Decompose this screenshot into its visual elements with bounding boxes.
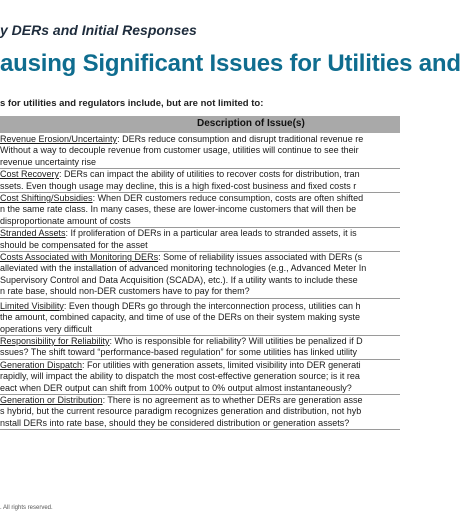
- issue-first-line: [0, 395, 400, 406]
- issue-row: [0, 360, 400, 395]
- issue-description-line: n the same rate class. In many cases, these are lower-income customers that will then be: [0, 204, 357, 215]
- issue-description-line: Without a way to decouple revenue from customer usage, utilities will continue to see their: [0, 145, 359, 156]
- issue-description-line: nstall DERs into rate base, should they be considered distribution or generation assets?: [0, 417, 350, 428]
- issue-label: Cost Shifting/Subsidies: [0, 193, 93, 204]
- column-header-description: Description of Issue(s): [197, 118, 305, 129]
- issue-label: Generation or Distribution: [0, 394, 103, 405]
- issue-first-line: [0, 193, 400, 204]
- issue-description: : Who is responsible for reliability? Will utilities be penalized if D: [109, 335, 363, 346]
- issue-row: [0, 395, 400, 430]
- issues-table: [0, 134, 400, 430]
- issue-description-line: s hybrid, but the current resource paradigm recognizes generation and distribution, not hyb: [0, 406, 362, 417]
- issue-row: [0, 169, 400, 193]
- issue-first-line: [0, 301, 400, 312]
- issue-description-line: revenue uncertainty rise: [0, 156, 97, 167]
- slide-title: ausing Significant Issues for Utilities and: [0, 50, 461, 77]
- issue-description-line: ssues? The shift toward “performance-based regulation” for some utilities has linked utility: [0, 347, 358, 358]
- issue-description-line: operations very difficult: [0, 323, 92, 334]
- issue-description: : If proliferation of DERs in a particular area leads to stranded assets, it is: [65, 228, 357, 239]
- issue-label: Stranded Assets: [0, 228, 66, 239]
- issue-description-line: the amount, combined capacity, and time of use of the DERs on their system making syste: [0, 312, 361, 323]
- issue-row: [0, 336, 400, 360]
- issue-label: Generation Dispatch: [0, 359, 83, 370]
- issue-row: [0, 228, 400, 252]
- issue-description-line: eact when DER output can shift from 100% output to 0% output almost instantaneously?: [0, 382, 352, 393]
- issue-row: [0, 252, 400, 299]
- issue-label: Responsibility for Reliability: [0, 335, 110, 346]
- issue-description-line: n rate base, should non-DER customers have to pay for them?: [0, 286, 250, 297]
- issue-row: [0, 193, 400, 228]
- intro-text: s for utilities and regulators include, but are not limited to:: [0, 98, 264, 109]
- issue-description: : There is no agreement as to whether DERs are generation asse: [102, 394, 363, 405]
- issue-label: Limited Visibility: [0, 300, 64, 311]
- issue-description: : Some of reliability issues associated with DERs (s: [158, 252, 363, 263]
- issue-label: Revenue Erosion/Uncertainty: [0, 134, 118, 144]
- issue-description-line: ssets. Even though usage may decline, this is a high fixed-cost business and fixed costs r: [0, 180, 357, 191]
- issue-description: : DERs reduce consumption and disrupt traditional revenue re: [117, 134, 364, 144]
- issue-first-line: [0, 252, 400, 263]
- issue-row: [0, 134, 400, 169]
- issue-first-line: [0, 360, 400, 371]
- issue-description: : DERs can impact the ability of utilities to recover costs for distribution, tran: [59, 169, 360, 180]
- issue-description: : When DER customers reduce consumption, costs are often shifted: [92, 193, 364, 204]
- issue-description: : Even though DERs go through the interconnection process, utilities can h: [63, 300, 361, 311]
- issue-row: [0, 301, 400, 336]
- issue-description-line: Supervisory Control and Data Acquisition (SCADA), etc.). If a utility wants to include these: [0, 274, 358, 285]
- copyright-footer: . All rights reserved.: [0, 505, 53, 511]
- slide-subtitle: y DERs and Initial Responses: [0, 22, 197, 38]
- issue-first-line: [0, 169, 400, 180]
- issue-first-line: [0, 134, 400, 145]
- issue-description-line: should be compensated for the asset: [0, 239, 148, 250]
- issue-label: Costs Associated with Monitoring DERs: [0, 252, 159, 263]
- table-header: [0, 116, 400, 133]
- issue-first-line: [0, 228, 400, 239]
- issue-first-line: [0, 336, 400, 347]
- issue-description-line: rapidly, will impact the ability to dispatch the most cost-effective generation source; is it rea: [0, 371, 360, 382]
- issue-description-line: alleviated with the installation of advanced monitoring technologies (e.g., Advanced Meter In: [0, 263, 367, 274]
- issue-description: : For utilities with generation assets, limited visibility into DER generati: [82, 359, 361, 370]
- issue-description-line: disproportionate amount of costs: [0, 215, 131, 226]
- issue-label: Cost Recovery: [0, 169, 60, 180]
